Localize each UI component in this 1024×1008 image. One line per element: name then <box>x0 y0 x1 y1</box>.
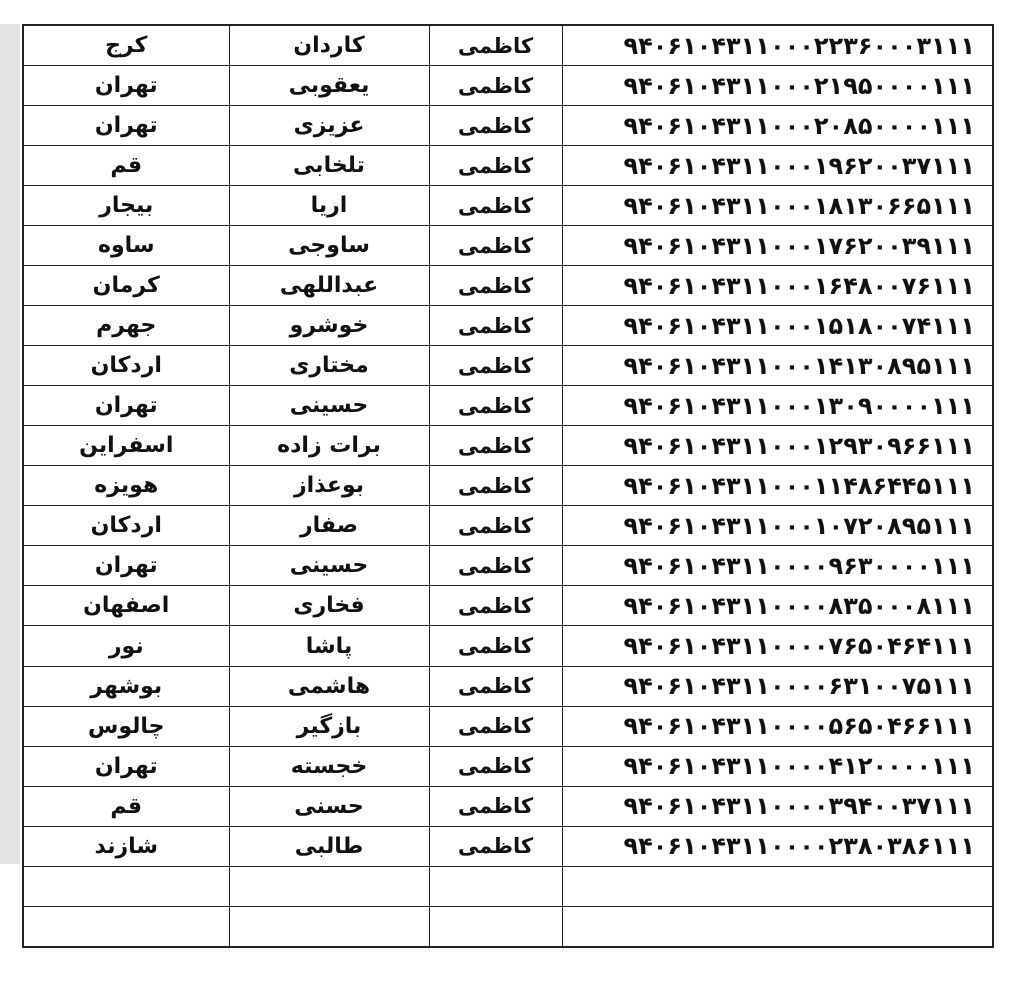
last-name-cell: پاشا <box>229 626 429 666</box>
last-name-cell: یعقوبی <box>229 66 429 106</box>
first-name-cell: کاظمی <box>429 426 562 466</box>
table-row <box>23 586 993 626</box>
table-row <box>23 746 993 786</box>
code-cell <box>562 666 993 706</box>
table-row <box>23 25 993 66</box>
table-row <box>23 786 993 826</box>
first-name-cell: کاظمی <box>429 786 562 826</box>
first-name-cell: کاظمی <box>429 826 562 866</box>
table-row <box>23 906 993 947</box>
table-row <box>23 186 993 226</box>
code-cell <box>562 25 993 66</box>
table-row <box>23 386 993 426</box>
city-cell: کرمان <box>23 266 229 306</box>
table-row <box>23 426 993 466</box>
last-name-cell: برات زاده <box>229 426 429 466</box>
city-cell: تهران <box>23 106 229 146</box>
scan-margin-band <box>0 24 20 864</box>
city-cell <box>23 906 229 947</box>
first-name-cell: کاظمی <box>429 66 562 106</box>
first-name-cell: کاظمی <box>429 106 562 146</box>
first-name-cell <box>429 906 562 947</box>
city-cell: چالوس <box>23 706 229 746</box>
city-cell: تهران <box>23 546 229 586</box>
first-name-cell: کاظمی <box>429 466 562 506</box>
first-name-cell: کاظمی <box>429 746 562 786</box>
table-row <box>23 266 993 306</box>
first-name-cell: کاظمی <box>429 186 562 226</box>
code-cell <box>562 386 993 426</box>
code-value: ۹۴۰۶۱۰۴۳۱۱۰۰۰۰۵۶۵۰۴۶۶۱۱۱ <box>623 712 976 741</box>
first-name-cell: کاظمی <box>429 306 562 346</box>
code-value: ۹۴۰۶۱۰۴۳۱۱۰۰۰۰۳۹۴۰۰۳۷۱۱۱ <box>623 792 976 821</box>
city-cell: اسفراین <box>23 426 229 466</box>
code-cell <box>562 786 993 826</box>
city-cell: شازند <box>23 826 229 866</box>
city-cell: قم <box>23 146 229 186</box>
table-row <box>23 826 993 866</box>
table-row <box>23 466 993 506</box>
code-cell <box>562 586 993 626</box>
records-table-body <box>23 25 993 947</box>
code-cell <box>562 266 993 306</box>
code-value: ۹۴۰۶۱۰۴۳۱۱۰۰۰۱۳۰۹۰۰۰۰۱۱۱ <box>623 391 976 420</box>
code-cell <box>562 346 993 386</box>
last-name-cell <box>229 866 429 906</box>
code-value: ۹۴۰۶۱۰۴۳۱۱۰۰۰۰۸۳۵۰۰۰۸۱۱۱ <box>623 591 976 620</box>
last-name-cell: تلخابی <box>229 146 429 186</box>
code-cell <box>562 186 993 226</box>
table-row <box>23 626 993 666</box>
city-cell <box>23 866 229 906</box>
city-cell: تهران <box>23 386 229 426</box>
table-row <box>23 66 993 106</box>
code-cell <box>562 66 993 106</box>
code-cell <box>562 426 993 466</box>
code-value: ۹۴۰۶۱۰۴۳۱۱۰۰۰۲۱۹۵۰۰۰۰۱۱۱ <box>623 71 976 100</box>
table-row <box>23 866 993 906</box>
code-cell <box>562 306 993 346</box>
code-value: ۹۴۰۶۱۰۴۳۱۱۰۰۰۱۸۱۳۰۶۶۵۱۱۱ <box>623 191 976 220</box>
code-value: ۹۴۰۶۱۰۴۳۱۱۰۰۰۱۷۶۲۰۰۳۹۱۱۱ <box>623 231 976 260</box>
code-cell <box>562 826 993 866</box>
last-name-cell: ساوجی <box>229 226 429 266</box>
code-value: ۹۴۰۶۱۰۴۳۱۱۰۰۰۱۲۹۳۰۹۶۶۱۱۱ <box>623 431 976 460</box>
first-name-cell: کاظمی <box>429 626 562 666</box>
code-value: ۹۴۰۶۱۰۴۳۱۱۰۰۰۲۲۳۶۰۰۰۳۱۱۱ <box>623 31 976 60</box>
table-row <box>23 506 993 546</box>
city-cell: جهرم <box>23 306 229 346</box>
code-value: ۹۴۰۶۱۰۴۳۱۱۰۰۰۲۰۸۵۰۰۰۰۱۱۱ <box>623 111 976 140</box>
last-name-cell: عبداللهی <box>229 266 429 306</box>
last-name-cell <box>229 906 429 947</box>
city-cell: تهران <box>23 66 229 106</box>
table-row <box>23 666 993 706</box>
last-name-cell: فخاری <box>229 586 429 626</box>
code-cell <box>562 546 993 586</box>
code-value: ۹۴۰۶۱۰۴۳۱۱۰۰۰۱۵۱۸۰۰۷۴۱۱۱ <box>623 311 976 340</box>
last-name-cell: خجسته <box>229 746 429 786</box>
first-name-cell: کاظمی <box>429 506 562 546</box>
city-cell: اردکان <box>23 346 229 386</box>
code-cell <box>562 706 993 746</box>
table-row <box>23 146 993 186</box>
last-name-cell: حسینی <box>229 386 429 426</box>
code-value: ۹۴۰۶۱۰۴۳۱۱۰۰۰۰۹۶۳۰۰۰۰۱۱۱ <box>623 551 976 580</box>
last-name-cell: عزیزی <box>229 106 429 146</box>
code-cell <box>562 866 993 906</box>
table-row <box>23 106 993 146</box>
last-name-cell: بوعذاز <box>229 466 429 506</box>
first-name-cell: کاظمی <box>429 586 562 626</box>
first-name-cell: کاظمی <box>429 266 562 306</box>
city-cell: بیجار <box>23 186 229 226</box>
code-cell <box>562 146 993 186</box>
city-cell: ساوه <box>23 226 229 266</box>
first-name-cell: کاظمی <box>429 146 562 186</box>
city-cell: کرج <box>23 25 229 66</box>
table-row <box>23 306 993 346</box>
last-name-cell: اریا <box>229 186 429 226</box>
records-table <box>22 24 994 948</box>
code-cell <box>562 226 993 266</box>
city-cell: هویزه <box>23 466 229 506</box>
last-name-cell: حسینی <box>229 546 429 586</box>
code-cell <box>562 106 993 146</box>
table-row <box>23 546 993 586</box>
code-value: ۹۴۰۶۱۰۴۳۱۱۰۰۰۱۴۱۳۰۸۹۵۱۱۱ <box>623 351 976 380</box>
city-cell: قم <box>23 786 229 826</box>
first-name-cell: کاظمی <box>429 346 562 386</box>
code-cell <box>562 466 993 506</box>
first-name-cell: کاظمی <box>429 25 562 66</box>
last-name-cell: بازگیر <box>229 706 429 746</box>
code-value: ۹۴۰۶۱۰۴۳۱۱۰۰۰۱۶۴۸۰۰۷۶۱۱۱ <box>623 271 976 300</box>
code-value: ۹۴۰۶۱۰۴۳۱۱۰۰۰۰۴۱۲۰۰۰۰۱۱۱ <box>623 752 976 781</box>
city-cell: بوشهر <box>23 666 229 706</box>
city-cell: اصفهان <box>23 586 229 626</box>
last-name-cell: هاشمی <box>229 666 429 706</box>
last-name-cell: مختاری <box>229 346 429 386</box>
city-cell: نور <box>23 626 229 666</box>
first-name-cell: کاظمی <box>429 226 562 266</box>
first-name-cell <box>429 866 562 906</box>
last-name-cell: حسنی <box>229 786 429 826</box>
code-value: ۹۴۰۶۱۰۴۳۱۱۰۰۰۰۲۳۸۰۳۸۶۱۱۱ <box>623 832 976 861</box>
table-row <box>23 346 993 386</box>
code-value: ۹۴۰۶۱۰۴۳۱۱۰۰۰۰۶۳۱۰۰۷۵۱۱۱ <box>623 672 976 701</box>
last-name-cell: طالبی <box>229 826 429 866</box>
code-value: ۹۴۰۶۱۰۴۳۱۱۰۰۰۰۷۶۵۰۴۶۴۱۱۱ <box>623 632 976 660</box>
code-value: ۹۴۰۶۱۰۴۳۱۱۰۰۰۱۰۷۲۰۸۹۵۱۱۱ <box>623 511 976 540</box>
code-cell <box>562 506 993 546</box>
last-name-cell: صفار <box>229 506 429 546</box>
table-row <box>23 706 993 746</box>
city-cell: تهران <box>23 746 229 786</box>
first-name-cell: کاظمی <box>429 546 562 586</box>
code-cell <box>562 906 993 947</box>
last-name-cell: کاردان <box>229 25 429 66</box>
first-name-cell: کاظمی <box>429 386 562 426</box>
code-value: ۹۴۰۶۱۰۴۳۱۱۰۰۰۱۹۶۲۰۰۳۷۱۱۱ <box>623 151 976 180</box>
code-cell <box>562 746 993 786</box>
table-row <box>23 226 993 266</box>
first-name-cell: کاظمی <box>429 706 562 746</box>
code-cell <box>562 626 993 666</box>
city-cell: اردکان <box>23 506 229 546</box>
code-value: ۹۴۰۶۱۰۴۳۱۱۰۰۰۱۱۴۸۶۴۴۵۱۱۱ <box>623 471 976 500</box>
last-name-cell: خوشرو <box>229 306 429 346</box>
first-name-cell: کاظمی <box>429 666 562 706</box>
